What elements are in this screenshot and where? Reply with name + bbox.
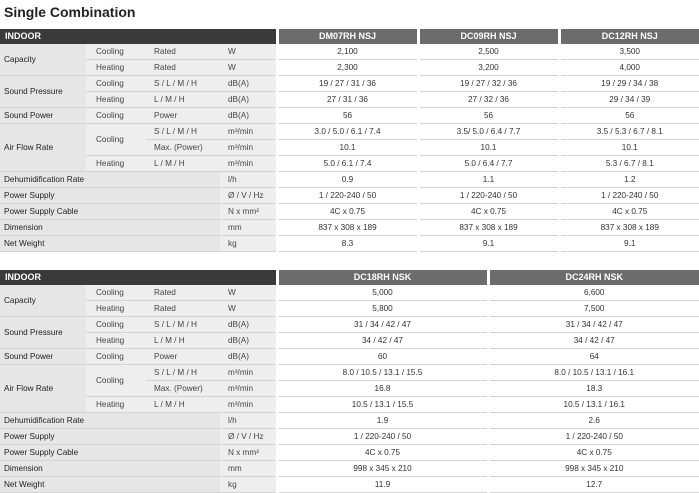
unit-cell: mm: [220, 220, 277, 236]
row-label: Capacity: [0, 285, 86, 317]
value-cell: 5,800: [277, 301, 488, 317]
row-label: Sound Power: [0, 349, 86, 365]
condition-cell: Power: [146, 349, 220, 365]
table-row: [0, 124, 699, 140]
indoor-header: INDOOR: [0, 29, 277, 44]
table-row: [0, 429, 699, 445]
condition-cell: L / M / H: [146, 333, 220, 349]
mode-cell: Heating: [86, 60, 146, 76]
value-cell: 837 x 308 x 189: [418, 220, 559, 236]
table-row: [0, 204, 699, 220]
table-row: [0, 60, 699, 76]
condition-cell: L / M / H: [146, 156, 220, 172]
value-cell: 1 / 220-240 / 50: [418, 188, 559, 204]
mode-cell: Cooling: [86, 349, 146, 365]
table-row: [0, 108, 699, 124]
table-row: [0, 156, 699, 172]
row-label: Dehumidification Rate: [0, 413, 220, 429]
unit-cell: l/h: [220, 172, 277, 188]
value-cell: 4C x 0.75: [277, 204, 418, 220]
row-label: Dehumidification Rate: [0, 172, 220, 188]
condition-cell: Rated: [146, 301, 220, 317]
condition-cell: Max. (Power): [146, 140, 220, 156]
value-cell: 11.9: [277, 477, 488, 493]
value-cell: 1 / 220-240 / 50: [488, 429, 699, 445]
value-cell: 8.0 / 10.5 / 13.1 / 16.1: [488, 365, 699, 381]
condition-cell: Max. (Power): [146, 381, 220, 397]
table-row: [0, 188, 699, 204]
value-cell: 18.3: [488, 381, 699, 397]
unit-cell: dB(A): [220, 92, 277, 108]
value-cell: 19 / 29 / 34 / 38: [559, 76, 699, 92]
value-cell: 31 / 34 / 42 / 47: [277, 317, 488, 333]
row-label: Air Flow Rate: [0, 365, 86, 413]
unit-cell: dB(A): [220, 333, 277, 349]
value-cell: 12.7: [488, 477, 699, 493]
value-cell: 5.3 / 6.7 / 8.1: [559, 156, 699, 172]
value-cell: 0.9: [277, 172, 418, 188]
unit-cell: m³/min: [220, 156, 277, 172]
value-cell: 2,300: [277, 60, 418, 76]
value-cell: 56: [277, 108, 418, 124]
table-row: [0, 220, 699, 236]
value-cell: 5,000: [277, 285, 488, 301]
indoor-header: INDOOR: [0, 270, 277, 285]
row-label: Sound Pressure: [0, 317, 86, 349]
table-row: [0, 461, 699, 477]
value-cell: 10.1: [277, 140, 418, 156]
model-header: DC12RH NSJ: [559, 29, 699, 44]
mode-cell: Heating: [86, 397, 146, 413]
condition-cell: Power: [146, 108, 220, 124]
condition-cell: L / M / H: [146, 92, 220, 108]
condition-cell: Rated: [146, 44, 220, 60]
table-row: [0, 92, 699, 108]
table-row: [0, 172, 699, 188]
value-cell: 837 x 308 x 189: [277, 220, 418, 236]
table-row: [0, 397, 699, 413]
value-cell: 1 / 220-240 / 50: [277, 429, 488, 445]
unit-cell: m³/min: [220, 140, 277, 156]
mode-cell: Cooling: [86, 108, 146, 124]
unit-cell: Ø / V / Hz: [220, 188, 277, 204]
condition-cell: S / L / M / H: [146, 124, 220, 140]
mode-cell: Heating: [86, 333, 146, 349]
mode-cell: Cooling: [86, 365, 146, 397]
condition-cell: S / L / M / H: [146, 76, 220, 92]
value-cell: 19 / 27 / 32 / 36: [418, 76, 559, 92]
value-cell: 9.1: [559, 236, 699, 252]
value-cell: 3,500: [559, 44, 699, 60]
row-label: Power Supply: [0, 429, 220, 445]
value-cell: 5.0 / 6.1 / 7.4: [277, 156, 418, 172]
table-row: [0, 317, 699, 333]
row-label: Dimension: [0, 220, 220, 236]
row-label: Air Flow Rate: [0, 124, 86, 172]
table-row: [0, 477, 699, 493]
value-cell: 4C x 0.75: [488, 445, 699, 461]
unit-cell: l/h: [220, 413, 277, 429]
row-label: Capacity: [0, 44, 86, 76]
model-header: DC24RH NSK: [488, 270, 699, 285]
table-row: [0, 445, 699, 461]
value-cell: 4C x 0.75: [418, 204, 559, 220]
table-header-row: [0, 270, 699, 285]
row-label: Net Weight: [0, 236, 220, 252]
value-cell: 8.3: [277, 236, 418, 252]
value-cell: 27 / 31 / 36: [277, 92, 418, 108]
mode-cell: Cooling: [86, 44, 146, 60]
unit-cell: Ø / V / Hz: [220, 429, 277, 445]
page-title: Single Combination: [4, 4, 136, 20]
value-cell: 3.5/ 5.0 / 6.4 / 7.7: [418, 124, 559, 140]
unit-cell: W: [220, 60, 277, 76]
unit-cell: N x mm²: [220, 445, 277, 461]
table-row: [0, 333, 699, 349]
model-header: DC09RH NSJ: [418, 29, 559, 44]
value-cell: 4,000: [559, 60, 699, 76]
model-header: DC18RH NSK: [277, 270, 488, 285]
row-label: Dimension: [0, 461, 220, 477]
unit-cell: dB(A): [220, 349, 277, 365]
value-cell: 10.1: [559, 140, 699, 156]
value-cell: 60: [277, 349, 488, 365]
value-cell: 3,200: [418, 60, 559, 76]
value-cell: 2,500: [418, 44, 559, 60]
unit-cell: mm: [220, 461, 277, 477]
value-cell: 64: [488, 349, 699, 365]
mode-cell: Heating: [86, 92, 146, 108]
spec-table-single-combination-1: [0, 29, 699, 252]
unit-cell: W: [220, 301, 277, 317]
mode-cell: Heating: [86, 301, 146, 317]
table-row: [0, 301, 699, 317]
value-cell: 7,500: [488, 301, 699, 317]
spec-table-single-combination-2: [0, 270, 699, 493]
condition-cell: Rated: [146, 285, 220, 301]
value-cell: 3.5 / 5.3 / 6.7 / 8.1: [559, 124, 699, 140]
unit-cell: m³/min: [220, 365, 277, 381]
mode-cell: Cooling: [86, 124, 146, 156]
value-cell: 10.5 / 13.1 / 16.1: [488, 397, 699, 413]
table-row: [0, 349, 699, 365]
condition-cell: S / L / M / H: [146, 365, 220, 381]
unit-cell: kg: [220, 236, 277, 252]
row-label: Power Supply Cable: [0, 445, 220, 461]
unit-cell: W: [220, 285, 277, 301]
table-row: [0, 413, 699, 429]
unit-cell: kg: [220, 477, 277, 493]
unit-cell: N x mm²: [220, 204, 277, 220]
value-cell: 16.8: [277, 381, 488, 397]
value-cell: 34 / 42 / 47: [277, 333, 488, 349]
table-row: [0, 236, 699, 252]
row-label: Net Weight: [0, 477, 220, 493]
value-cell: 10.5 / 13.1 / 15.5: [277, 397, 488, 413]
value-cell: 19 / 27 / 31 / 36: [277, 76, 418, 92]
condition-cell: L / M / H: [146, 397, 220, 413]
unit-cell: W: [220, 44, 277, 60]
unit-cell: m³/min: [220, 381, 277, 397]
value-cell: 56: [559, 108, 699, 124]
value-cell: 8.0 / 10.5 / 13.1 / 15.5: [277, 365, 488, 381]
value-cell: 4C x 0.75: [277, 445, 488, 461]
value-cell: 27 / 32 / 36: [418, 92, 559, 108]
value-cell: 1.9: [277, 413, 488, 429]
unit-cell: m³/min: [220, 124, 277, 140]
row-label: Sound Power: [0, 108, 86, 124]
value-cell: 1 / 220-240 / 50: [277, 188, 418, 204]
row-label: Power Supply Cable: [0, 204, 220, 220]
value-cell: 998 x 345 x 210: [277, 461, 488, 477]
value-cell: 4C x 0.75: [559, 204, 699, 220]
value-cell: 1.1: [418, 172, 559, 188]
mode-cell: Cooling: [86, 285, 146, 301]
unit-cell: dB(A): [220, 76, 277, 92]
condition-cell: Rated: [146, 60, 220, 76]
value-cell: 3.0 / 5.0 / 6.1 / 7.4: [277, 124, 418, 140]
value-cell: 2.6: [488, 413, 699, 429]
value-cell: 9.1: [418, 236, 559, 252]
value-cell: 837 x 308 x 189: [559, 220, 699, 236]
value-cell: 29 / 34 / 39: [559, 92, 699, 108]
value-cell: 6,600: [488, 285, 699, 301]
mode-cell: Cooling: [86, 317, 146, 333]
table-row: [0, 285, 699, 301]
unit-cell: m³/min: [220, 397, 277, 413]
value-cell: 10.1: [418, 140, 559, 156]
value-cell: 1.2: [559, 172, 699, 188]
model-header: DM07RH NSJ: [277, 29, 418, 44]
table-row: [0, 76, 699, 92]
value-cell: 56: [418, 108, 559, 124]
value-cell: 31 / 34 / 42 / 47: [488, 317, 699, 333]
table-row: [0, 365, 699, 381]
unit-cell: dB(A): [220, 317, 277, 333]
unit-cell: dB(A): [220, 108, 277, 124]
value-cell: 5.0 / 6.4 / 7.7: [418, 156, 559, 172]
value-cell: 1 / 220-240 / 50: [559, 188, 699, 204]
value-cell: 2,100: [277, 44, 418, 60]
value-cell: 998 x 345 x 210: [488, 461, 699, 477]
table-row: [0, 44, 699, 60]
row-label: Sound Pressure: [0, 76, 86, 108]
condition-cell: S / L / M / H: [146, 317, 220, 333]
value-cell: 34 / 42 / 47: [488, 333, 699, 349]
table-header-row: [0, 29, 699, 44]
mode-cell: Cooling: [86, 76, 146, 92]
row-label: Power Supply: [0, 188, 220, 204]
mode-cell: Heating: [86, 156, 146, 172]
